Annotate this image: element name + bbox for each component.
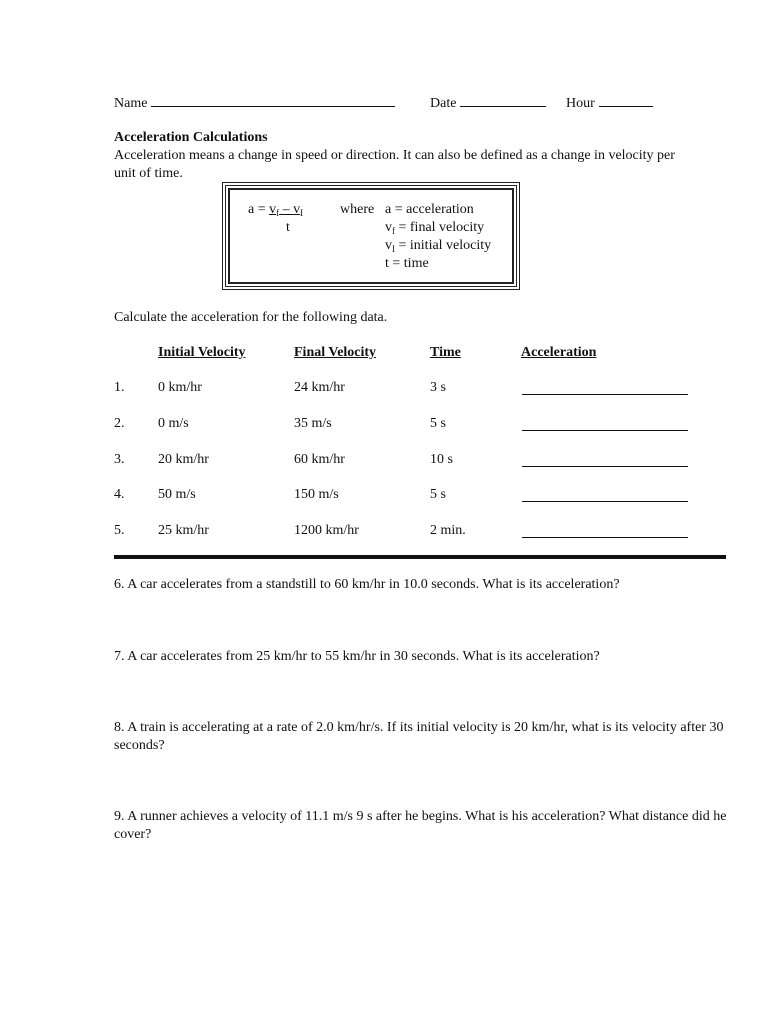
row-final: 24 km/hr — [294, 380, 345, 395]
formula-vi: v — [293, 202, 301, 217]
answer-line-3[interactable] — [522, 466, 688, 467]
def-vf-v: v — [385, 220, 392, 235]
name-input-line[interactable] — [151, 94, 395, 107]
formula-numerator — [248, 202, 303, 218]
row-time: 5 s — [430, 416, 446, 431]
answer-line-4[interactable] — [522, 501, 688, 502]
row-initial: 50 m/s — [158, 487, 196, 502]
date-input-line[interactable] — [460, 94, 546, 107]
formula-vi-sub: I — [300, 208, 304, 218]
def-time: t = time — [385, 256, 429, 271]
answer-line-1[interactable] — [522, 394, 688, 395]
formula-box — [222, 182, 520, 290]
row-final: 35 m/s — [294, 416, 332, 431]
question-7: 7. A car accelerates from 25 km/hr to 55 km/hr in 30 seconds. What is its acceleration? — [114, 649, 600, 664]
row-number: 4. — [114, 487, 125, 502]
name-label: Name — [114, 96, 148, 111]
header-initial-velocity: Initial Velocity — [158, 345, 246, 360]
formula-denominator: t — [286, 220, 290, 235]
def-vf-sub: f — [392, 226, 395, 236]
question-9: 9. A runner achieves a velocity of 11.1 m/s 9 s after he begins. What is his acceleration? What distance did he cover? — [114, 809, 727, 842]
row-initial: 0 km/hr — [158, 380, 202, 395]
def-acceleration: a = acceleration — [385, 202, 474, 217]
row-number: 1. — [114, 380, 125, 395]
formula-vf: v — [269, 202, 277, 217]
intro-line-1: Acceleration means a change in speed or direction. It can also be defined as a change in velocity per — [114, 148, 675, 163]
def-vf-rest: = final velocity — [395, 220, 485, 235]
formula-minus: – — [279, 202, 294, 217]
row-time: 2 min. — [430, 523, 466, 538]
header-final-velocity: Final Velocity — [294, 345, 377, 360]
row-number: 3. — [114, 452, 125, 467]
instruction: Calculate the acceleration for the following data. — [114, 310, 388, 325]
def-vi-v: v — [385, 238, 392, 253]
row-number: 5. — [114, 523, 125, 538]
def-vi-rest: = initial velocity — [395, 238, 492, 253]
question-6: 6. A car accelerates from a standstill to 60 km/hr in 10.0 seconds. What is its acceleration? — [114, 577, 620, 592]
row-time: 5 s — [430, 487, 446, 502]
def-final-velocity — [385, 220, 484, 236]
row-initial: 20 km/hr — [158, 452, 209, 467]
answer-line-2[interactable] — [522, 430, 688, 431]
row-number: 2. — [114, 416, 125, 431]
hour-input-line[interactable] — [599, 94, 653, 107]
def-vi-sub: I — [392, 244, 395, 254]
hour-label: Hour — [566, 96, 595, 111]
row-final: 150 m/s — [294, 487, 339, 502]
header-acceleration: Acceleration — [521, 345, 597, 360]
row-final: 1200 km/hr — [294, 523, 359, 538]
date-label: Date — [430, 96, 457, 111]
formula-vf-sub: f — [276, 208, 280, 218]
formula-a-eq: a = — [248, 202, 270, 217]
answer-line-5[interactable] — [522, 537, 688, 538]
intro-line-2: unit of time. — [114, 166, 183, 181]
section-divider — [114, 555, 726, 559]
name-field — [114, 94, 395, 112]
row-initial: 0 m/s — [158, 416, 189, 431]
hour-field — [566, 94, 653, 112]
row-initial: 25 km/hr — [158, 523, 209, 538]
row-final: 60 km/hr — [294, 452, 345, 467]
date-field — [430, 94, 546, 112]
def-initial-velocity — [385, 238, 491, 254]
formula-where: where — [340, 202, 375, 217]
section-title: Acceleration Calculations — [114, 130, 268, 145]
row-time: 3 s — [430, 380, 446, 395]
question-8: 8. A train is accelerating at a rate of 2.0 km/hr/s. If its initial velocity is 20 km/hr, what is its velocity after 30 seconds? — [114, 720, 724, 753]
header-time: Time — [430, 345, 461, 360]
row-time: 10 s — [430, 452, 453, 467]
